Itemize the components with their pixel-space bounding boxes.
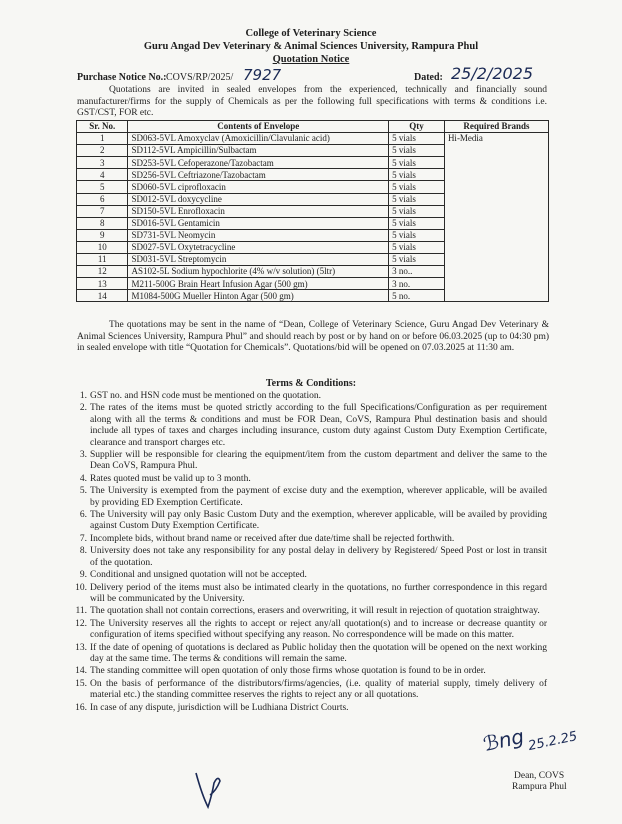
term-number: 1. <box>79 391 87 401</box>
purchase-notice-number: COVS/RP/2025/ <box>166 72 234 83</box>
term-item <box>77 570 547 581</box>
cell-contents: SD063-5VL Amoxyclav (Amoxicillin/Clavulanic acid) <box>128 133 389 145</box>
term-number: 11. <box>75 606 87 617</box>
cell-contents: M1084-500G Mueller Hinton Agar (500 gm) <box>128 290 389 302</box>
term-item <box>77 606 547 617</box>
signatory-title: Dean, COVS <box>514 771 565 781</box>
notice-title: Quotation Notice <box>272 54 350 65</box>
terms-list <box>77 391 547 715</box>
cell-qty: 5 vials <box>389 133 445 145</box>
handwritten-notice-number: 7927 <box>243 66 282 84</box>
handwritten-date: 25/2/2025 <box>451 64 534 83</box>
col-header-contents: Contents of Envelope <box>128 121 389 133</box>
cell-sr: 12 <box>77 266 128 278</box>
term-text: If the date of opening of quotations is declared as Public holiday then the quotation will be opened on the next working day at the same time. The terms & conditions will remain the same. <box>90 642 547 664</box>
cell-sr: 4 <box>77 169 128 181</box>
cell-sr: 5 <box>77 181 128 193</box>
term-text: Delivery period of the items must also be intimated clearly in the quotations, no further correspondence in this regard will be communicated by the University. <box>90 582 547 604</box>
term-number: 9. <box>79 570 87 581</box>
cell-contents: SD060-5VL ciprofloxacin <box>128 181 389 193</box>
term-text: On the basis of performance of the distributors/firms/agencies, (i.e. quality of material supply, timely delivery of material etc.) the standing committee reserves the rights to reject any or all quotations. <box>90 678 547 701</box>
term-text: University does not take any responsibility for any postal delay in delivery by Registered/ Speed Post or lost in transit of the quotation. <box>90 546 547 568</box>
ink-mark-icon <box>190 765 230 815</box>
term-item <box>77 703 547 714</box>
submission-paragraph <box>77 320 549 355</box>
intro-text: Quotations are invited in sealed envelopes from the experienced, technically and financially sound manufacturer/firms for the supply of Chemicals as per the following full specifications with terms & conditions i.e. GST/CST, FOR etc. <box>77 85 547 118</box>
term-text: The University is exempted from the payment of excise duty and the exemption, wherever applicable, will be availed by providing ED Exemption Certificate. <box>90 486 547 508</box>
col-header-brands: Required Brands <box>444 121 548 133</box>
quotation-table <box>76 120 549 302</box>
term-number: 8. <box>79 546 87 557</box>
cell-contents: SD256-5VL Ceftriazone/Tazobactam <box>128 169 389 181</box>
cell-qty: 5 vials <box>389 254 445 266</box>
cell-contents: SD150-5VL Enrofloxacin <box>128 205 389 217</box>
cell-sr: 8 <box>77 217 128 229</box>
term-number: 16. <box>75 702 87 713</box>
term-text: The rates of the items must be quoted strictly according to the full Specifications/Configuration as per requirement along with all the terms & conditions and must be FOR Dean, CoVS, Rampura Phul destination basis and should include all types of taxes and charges including insurance, custom duty against Custom Duty Exemption Certificate, clearance and transport charges etc. <box>90 403 547 448</box>
cell-contents: SD016-5VL Gentamicin <box>128 217 389 229</box>
term-text: In case of any dispute, jurisdiction will be Ludhiana District Courts. <box>90 702 349 713</box>
cell-sr: 13 <box>77 278 128 290</box>
cell-contents: SD012-5VL doxycycline <box>128 193 389 205</box>
term-number: 3. <box>79 450 87 461</box>
term-text: GST no. and HSN code must be mentioned on the quotation. <box>90 391 321 401</box>
cell-qty: 3 no.. <box>389 266 445 278</box>
date-label: Dated: <box>414 72 443 83</box>
signature-scribble: ℬng <box>480 723 527 757</box>
cell-sr: 14 <box>77 290 128 302</box>
col-header-qty: Qty <box>389 121 445 133</box>
cell-qty: 5 vials <box>389 193 445 205</box>
signatory-place: Rampura Phul <box>512 782 567 792</box>
term-item <box>77 619 547 642</box>
term-number: 5. <box>79 486 87 497</box>
cell-brand: Hi-Media <box>444 133 548 302</box>
cell-sr: 11 <box>77 254 128 266</box>
term-item <box>77 666 547 677</box>
term-text: Conditional and unsigned quotation will not be accepted. <box>90 570 307 581</box>
cell-sr: 1 <box>77 133 128 145</box>
cell-qty: 5 vials <box>389 205 445 217</box>
cell-sr: 9 <box>77 229 128 241</box>
table-header-row <box>77 121 549 133</box>
term-text: The quotation shall not contain corrections, erasers and overwriting, it will result in rejection of quotation straightway. <box>90 606 540 617</box>
term-item <box>77 534 547 545</box>
cell-qty: 5 vials <box>389 181 445 193</box>
term-number: 13. <box>75 642 87 653</box>
term-item <box>77 391 547 402</box>
cell-qty: 5 no. <box>389 290 445 302</box>
table-row <box>77 133 549 145</box>
term-item <box>77 583 547 606</box>
submission-text: The quotations may be sent in the name of “Dean, College of Veterinary Science, Guru Angad Dev Veterinary & Animal Sciences University, Rampura Phul” and should reach by post or by hand on or before 06.03.2025 (up to 04:30 pm) in sealed envelope with title “Quotation for Chemicals”. Quotations/bid will be opened on 07.03.2025 at 11:30 am. <box>77 320 549 353</box>
term-number: 14. <box>75 666 87 677</box>
table-body <box>77 133 549 302</box>
term-item <box>77 486 547 509</box>
cell-contents: SD031-5VL Streptomycin <box>128 254 389 266</box>
term-number: 10. <box>75 582 87 593</box>
term-number: 7. <box>79 533 87 544</box>
cell-contents: SD253-5VL Cefoperazone/Tazobactam <box>128 157 389 169</box>
cell-sr: 10 <box>77 241 128 253</box>
term-item <box>77 450 547 473</box>
cell-qty: 3 no. <box>389 278 445 290</box>
cell-contents: SD731-5VL Neomycin <box>128 229 389 241</box>
col-header-sr: Sr. No. <box>77 121 128 133</box>
term-text: Rates quoted must be valid up to 3 month. <box>90 473 251 484</box>
cell-qty: 5 vials <box>389 157 445 169</box>
cell-qty: 5 vials <box>389 217 445 229</box>
college-name: College of Veterinary Science <box>245 28 377 39</box>
term-item <box>77 643 547 666</box>
cell-sr: 6 <box>77 193 128 205</box>
term-text: Incomplete bids, without brand name or received after due date/time shall be rejected forthwith. <box>90 533 455 544</box>
term-number: 4. <box>79 473 87 484</box>
signature-date: 25.2.25 <box>526 729 579 754</box>
term-text: The standing committee will open quotation of only those firms whose quotation is found to be in order. <box>90 666 486 677</box>
term-item <box>77 679 547 702</box>
term-text: Supplier will be responsible for clearing the equipment/item from the custom department and deliver the same to the Dean CoVS, Rampura Phul. <box>90 450 547 472</box>
university-name: Guru Angad Dev Veterinary & Animal Sciences University, Rampura Phul <box>143 41 479 52</box>
cell-qty: 5 vials <box>389 145 445 157</box>
term-item <box>77 546 547 569</box>
cell-qty: 5 vials <box>389 169 445 181</box>
cell-sr: 7 <box>77 205 128 217</box>
term-number: 12. <box>75 618 87 629</box>
terms-title: Terms & Conditions: <box>265 378 357 389</box>
term-item <box>77 510 547 533</box>
term-text: The University will pay only Basic Custom Duty and the exemption, wherever applicable, will be availed by providing against Custom Duty Exemption Certificate. <box>90 510 547 532</box>
term-item <box>77 403 547 449</box>
cell-sr: 3 <box>77 157 128 169</box>
cell-contents: SD027-5VL Oxytetracycline <box>128 241 389 253</box>
purchase-notice-label: Purchase Notice No.: <box>77 72 167 83</box>
cell-contents: SD112-5VL Ampicillin/Sulbactam <box>128 145 389 157</box>
cell-qty: 5 vials <box>389 241 445 253</box>
cell-sr: 2 <box>77 145 128 157</box>
term-item <box>77 474 547 485</box>
term-number: 15. <box>75 678 87 689</box>
term-text: The University reserves all the rights to accept or reject any/all quotation(s) and to increase or decrease quantity or configuration of items specified without specifying any reason. No correspondence will be made on this matter. <box>90 618 547 641</box>
intro-paragraph <box>77 85 547 120</box>
term-number: 6. <box>79 510 87 521</box>
term-number: 2. <box>79 403 87 414</box>
cell-contents: M211-500G Brain Heart Infusion Agar (500 gm) <box>128 278 389 290</box>
cell-qty: 5 vials <box>389 229 445 241</box>
cell-contents: AS102-5L Sodium hypochlorite (4% w/v solution) (5ltr) <box>128 266 389 278</box>
